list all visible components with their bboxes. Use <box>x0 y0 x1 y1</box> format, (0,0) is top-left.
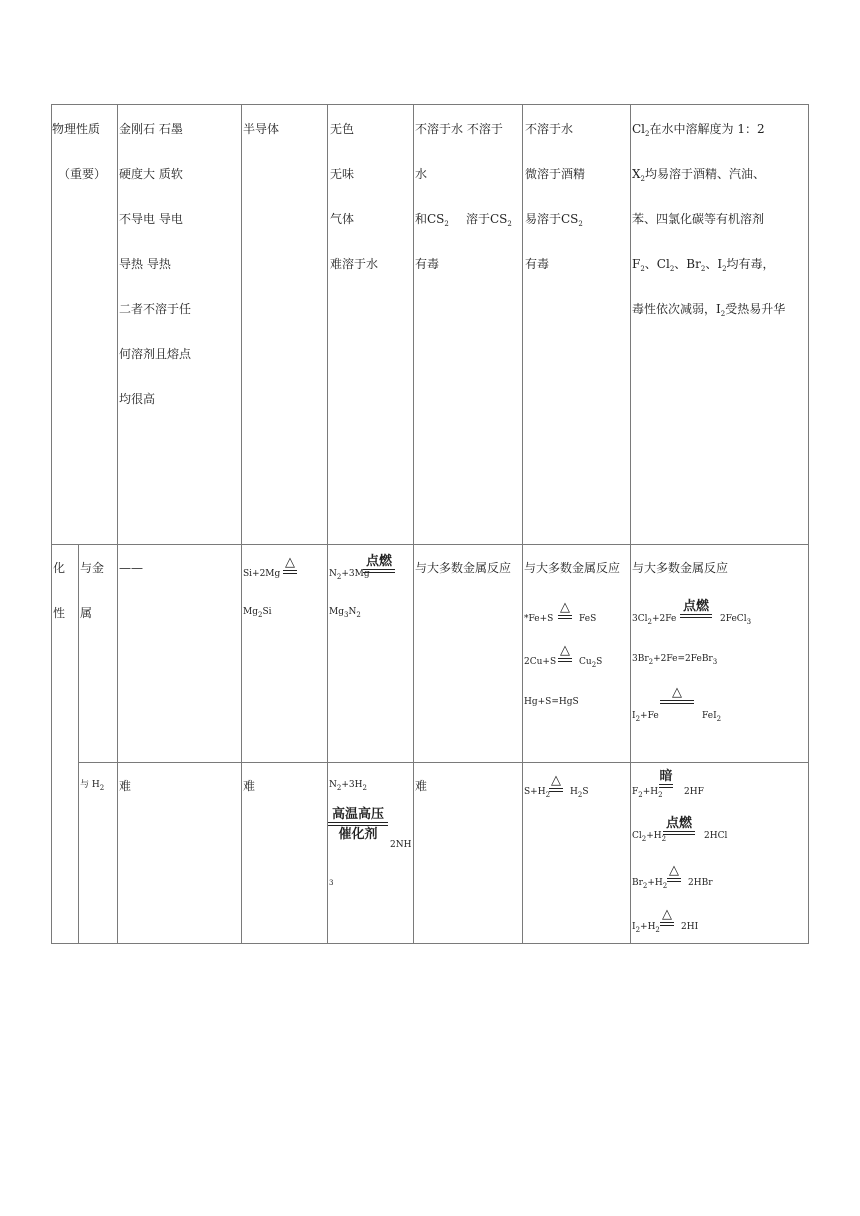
sulfur-metal-reaction: *Fe+S <box>524 614 554 624</box>
carbon-physical-line: 金刚石 石墨 <box>119 122 183 136</box>
col-divider <box>630 104 631 944</box>
halogen-physical-line: $Cl_2$在水中溶解度为 1：2 <box>632 122 765 138</box>
carbon-hydrogen-cell: 难 <box>119 779 132 793</box>
heat-condition: △ <box>283 556 297 574</box>
nitrogen-metal-product: $Mg_3N_2$ <box>329 607 361 619</box>
halogen-hydrogen-product: 2HCl <box>704 831 728 841</box>
sub-header-metal: 与金 <box>80 561 105 575</box>
halogen-physical-line: 毒性依次减弱，$I_2$受热易升华 <box>632 302 786 318</box>
halogen-hydrogen-product: 2HI <box>681 922 699 932</box>
sulfur-hydrogen-product: $H_2S$ <box>570 787 589 799</box>
halogen-physical-line: $F_2$、$Cl_2$、$Br_2$、$I_2$均有毒， <box>632 257 775 273</box>
nitrogen-metal-reaction: $N_2+3Mg$ <box>329 569 370 581</box>
sulfur-physical-line: 有毒 <box>525 257 550 271</box>
sulfur-physical-line: 微溶于酒精 <box>525 167 586 181</box>
halogen-metal-cell: 与大多数金属反应 <box>632 561 729 575</box>
nitrogen-physical-line: 无味 <box>330 167 355 181</box>
col-divider <box>117 104 118 944</box>
carbon-physical-line: 何溶剂且熔点 <box>119 347 192 361</box>
halogen-hydrogen-reaction: $F_2+H_2$ <box>632 787 663 799</box>
high-temp-pressure-catalyst-condition: 高温高压 催化剂 <box>328 808 388 841</box>
phosphorus-physical-line: 有毒 <box>415 257 440 271</box>
row-header-chemical: 性 <box>53 606 66 620</box>
phosphorus-metal-cell: 与大多数金属反应 <box>415 561 512 575</box>
phosphorus-physical-line: 溶于$CS_2$ <box>466 212 512 228</box>
nitrogen-physical-line: 无色 <box>330 122 355 136</box>
sulfur-metal-product: FeS <box>579 614 597 624</box>
heat-condition: △ <box>549 774 563 792</box>
halogen-metal-reaction: $3Br_2+2Fe=2FeBr_3$ <box>632 654 718 666</box>
halogen-hydrogen-reaction: $I_2+H_2$ <box>632 922 660 934</box>
nitrogen-physical-line: 气体 <box>330 212 355 226</box>
carbon-physical-line: 硬度大 质软 <box>119 167 183 181</box>
silicon-hydrogen-cell: 难 <box>243 779 256 793</box>
halogen-physical-line: $X_2$均易溶于酒精、汽油、 <box>632 167 766 183</box>
silicon-metal-reaction: Si+2Mg <box>243 569 281 579</box>
ignite-condition: 点燃 <box>680 600 712 618</box>
nitrogen-hydrogen-reaction: $N_2+3H_2$ <box>329 780 367 792</box>
heat-condition: △ <box>558 644 572 662</box>
sulfur-hydrogen-reaction: $S+H_2$ <box>524 787 551 799</box>
sulfur-metal-reaction: 2Cu+S <box>524 657 557 667</box>
heat-condition: △ <box>667 864 681 882</box>
sulfur-physical-line: 不溶于水 <box>525 122 574 136</box>
sub-header-hydrogen: 与 $H_2$ <box>80 780 105 792</box>
table-border-bottom <box>51 943 809 944</box>
carbon-physical-line: 均很高 <box>119 392 156 406</box>
halogen-hydrogen-product: 2HF <box>684 787 704 797</box>
phosphorus-physical-line: 不溶于水 不溶于 <box>415 122 503 136</box>
silicon-metal-product: $Mg_2Si$ <box>243 607 272 619</box>
halogen-physical-line: 苯、四氯化碳等有机溶剂 <box>632 212 765 226</box>
heat-condition: △ <box>660 908 674 926</box>
halogen-hydrogen-reaction: $Br_2+H_2$ <box>632 878 668 890</box>
heat-condition: △ <box>558 601 572 619</box>
nitrogen-hydrogen-product-subscript: 3 <box>329 879 334 887</box>
carbon-physical-line: 导热 导热 <box>119 257 171 271</box>
phosphorus-hydrogen-cell: 难 <box>415 779 428 793</box>
carbon-physical-line: 不导电 导电 <box>119 212 183 226</box>
nitrogen-hydrogen-product: 2NH <box>390 840 412 850</box>
phosphorus-physical-line: 和$CS_2$ <box>415 212 449 228</box>
dark-condition: 暗 <box>659 770 673 788</box>
halogen-hydrogen-reaction: $Cl_2+H_2$ <box>632 831 667 843</box>
carbon-physical-line: 二者不溶于任 <box>119 302 192 316</box>
col-divider <box>413 104 414 944</box>
nitrogen-physical-line: 难溶于水 <box>330 257 379 271</box>
row-header-physical-note: （重要） <box>58 167 107 181</box>
col-divider <box>241 104 242 944</box>
carbon-metal-cell: —— <box>119 561 143 575</box>
table-border-top <box>51 104 809 105</box>
ignite-condition: 点燃 <box>363 555 395 573</box>
col-divider <box>522 104 523 944</box>
table-border-right <box>808 104 809 944</box>
sulfur-metal-cell: 与大多数金属反应 <box>524 561 621 575</box>
silicon-physical-line: 半导体 <box>243 122 280 136</box>
sub-header-metal: 属 <box>80 606 93 620</box>
row-divider <box>78 762 809 763</box>
row-header-physical: 物理性质 <box>52 122 101 136</box>
halogen-metal-product: FeI$_2$ <box>702 711 722 723</box>
halogen-hydrogen-product: 2HBr <box>688 878 713 888</box>
col-divider <box>78 544 79 944</box>
heat-condition: △ <box>660 686 694 704</box>
sulfur-metal-product: $Cu_2S$ <box>579 657 603 669</box>
table-border-left <box>51 104 52 944</box>
halogen-metal-product: 2FeCl$_3$ <box>720 614 752 626</box>
ignite-condition: 点燃 <box>663 817 695 835</box>
phosphorus-physical-line: 水 <box>415 167 428 181</box>
row-divider <box>51 544 809 545</box>
halogen-metal-reaction: $I_2+Fe$ <box>632 711 659 723</box>
row-header-chemical: 化 <box>53 561 66 575</box>
sulfur-physical-line: 易溶于$CS_2$ <box>525 212 583 228</box>
halogen-metal-reaction: $3Cl_2+2Fe$ <box>632 614 677 626</box>
sulfur-metal-reaction: Hg+S=HgS <box>524 697 579 707</box>
